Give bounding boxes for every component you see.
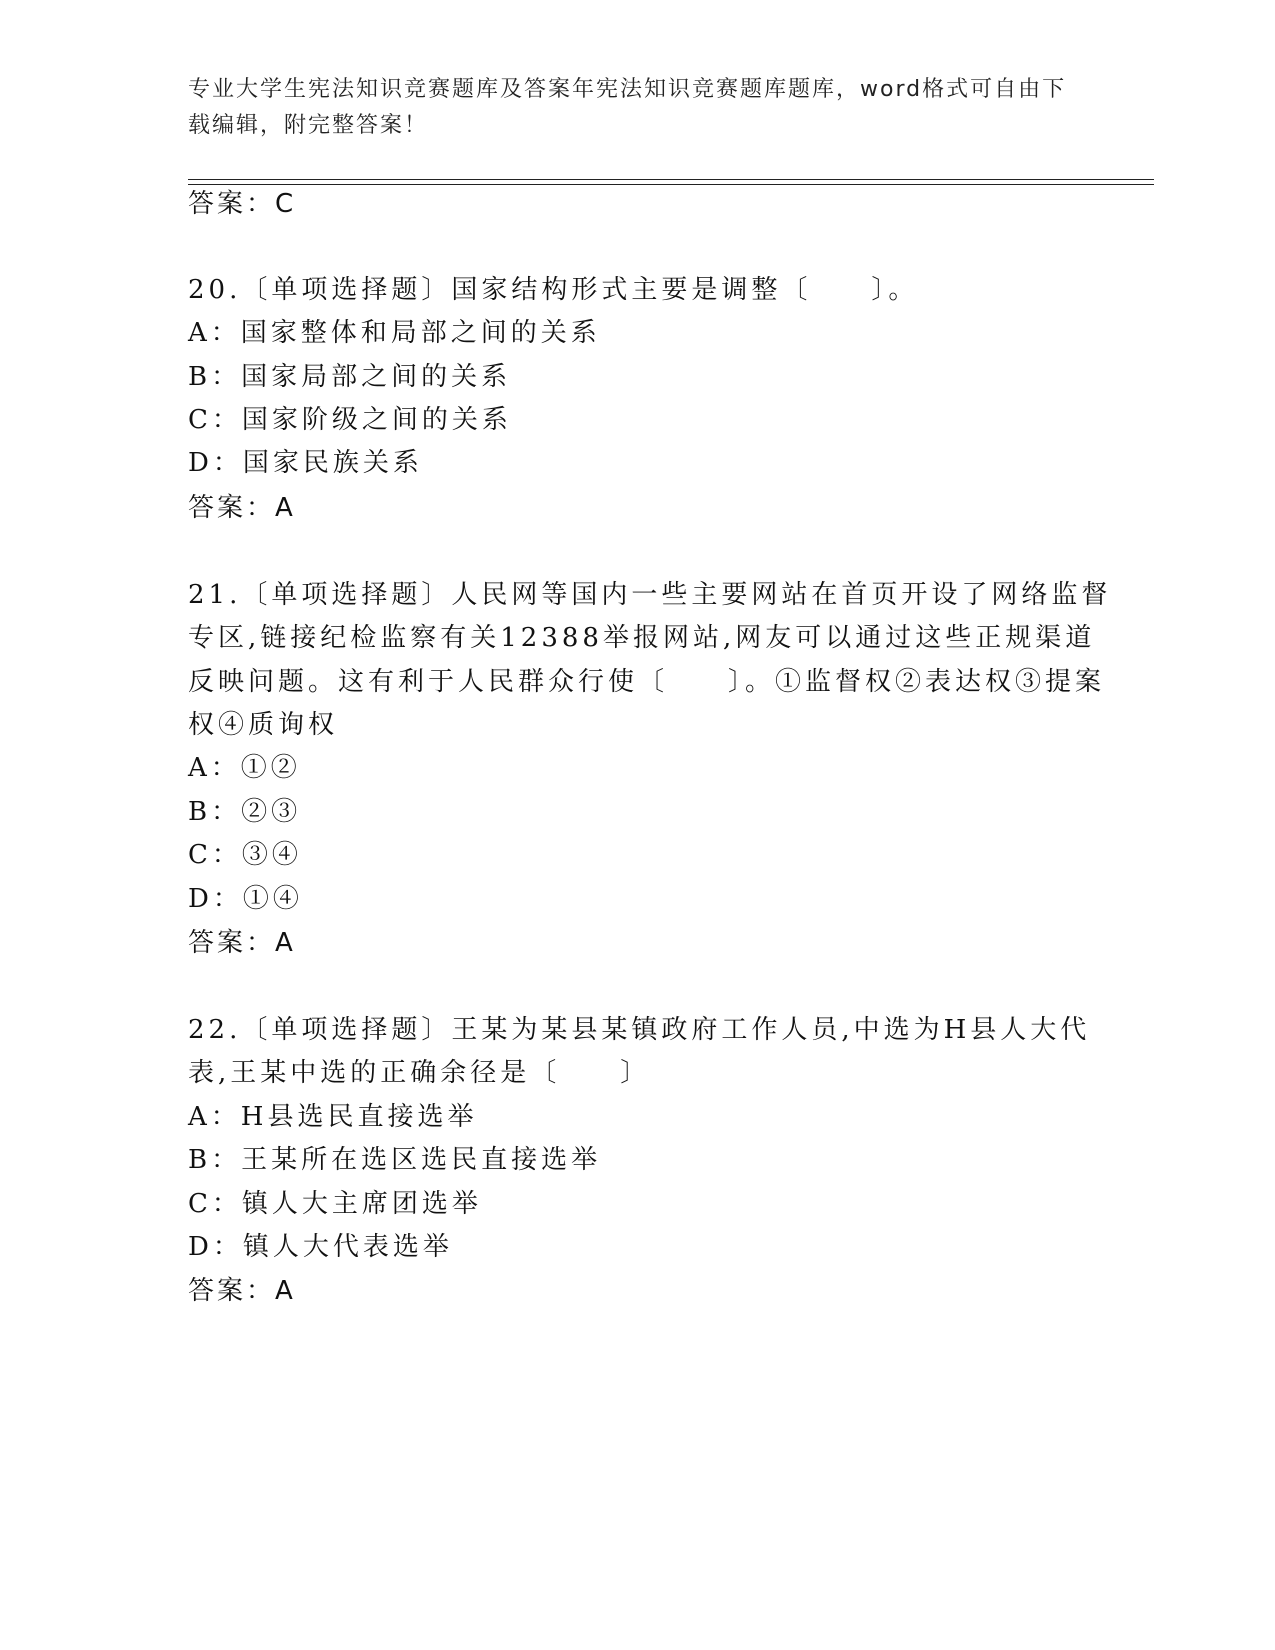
question-20-stem: 20.〔单项选择题〕国家结构形式主要是调整〔 〕。 [188, 275, 919, 305]
question-22-option-a: A：H县选民直接选举 [188, 1102, 478, 1132]
question-20-option-b: B：国家局部之间的关系 [188, 362, 512, 392]
question-22-stem-line: 表,王某中选的正确余径是〔 〕 [188, 1058, 651, 1088]
question-21-answer: 答案：A [188, 928, 296, 958]
question-20-option-a: A：国家整体和局部之间的关系 [188, 318, 601, 348]
question-22-answer: 答案：A [188, 1276, 296, 1306]
header-rule-bottom [188, 184, 1154, 185]
question-21-option-c: C：③④ [188, 840, 302, 870]
question-21-stem-line: 权④质询权 [188, 710, 339, 740]
question-20-option-c: C：国家阶级之间的关系 [188, 405, 512, 435]
question-21-stem-line: 21.〔单项选择题〕人民网等国内一些主要网站在首页开设了网络监督 [188, 580, 1112, 610]
document-header: 专业大学生宪法知识竞赛题库及答案年宪法知识竞赛题库题库，word格式可自由下载编辑，附完整答案！ [188, 77, 1067, 138]
question-20-option-d: D：国家民族关系 [188, 448, 423, 478]
question-21-option-a: A：①② [188, 753, 301, 783]
question-20-answer: 答案：A [188, 493, 296, 523]
question-22-option-c: C：镇人大主席团选举 [188, 1189, 482, 1219]
question-21-option-b: B：②③ [188, 797, 302, 827]
question-22-option-b: B：王某所在选区选民直接选举 [188, 1145, 602, 1175]
previous-answer: 答案：C [188, 189, 297, 219]
question-21-option-d: D：①④ [188, 884, 303, 914]
question-21-stem-line: 反映问题。这有利于人民群众行使〔 〕。①监督权②表达权③提案 [188, 667, 1106, 697]
question-22-stem-line: 22.〔单项选择题〕王某为某县某镇政府工作人员,中选为H县人大代 [188, 1015, 1091, 1045]
header-rule-top [188, 179, 1154, 180]
question-22-option-d: D：镇人大代表选举 [188, 1232, 453, 1262]
question-21-stem-line: 专区,链接纪检监察有关12388举报网站,网友可以通过这些正规渠道 [188, 623, 1096, 653]
